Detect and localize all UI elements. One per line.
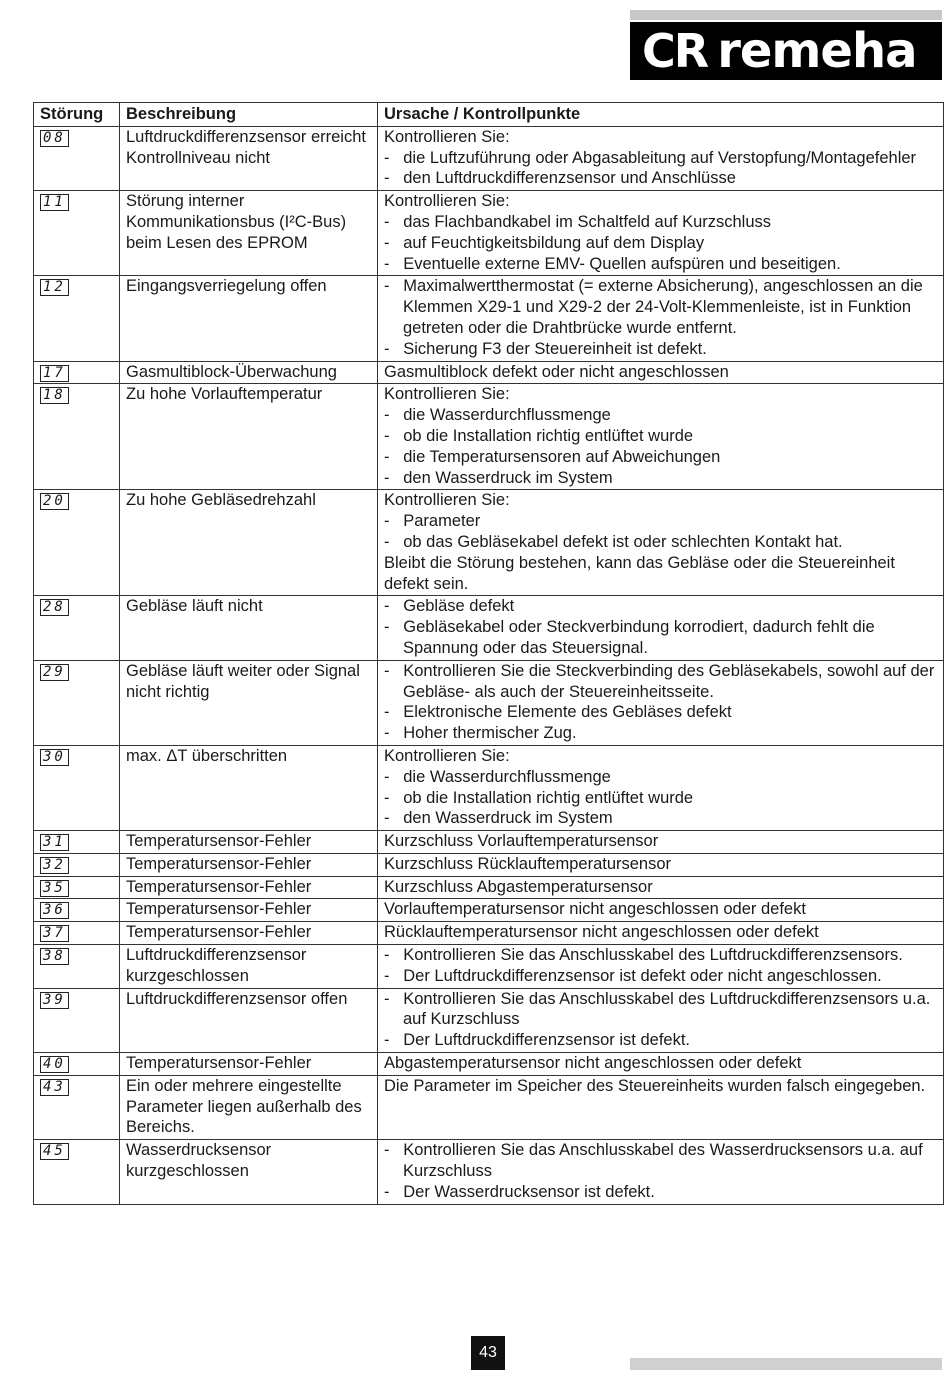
cause-item-text: ob die Installation richtig entlüftet wurde <box>403 788 694 807</box>
cause-item-text: ob die Installation richtig entlüftet wurde <box>403 426 694 445</box>
fault-code-cell <box>34 988 120 1052</box>
cause-item-text: Elektronische Elemente des Gebläses defekt <box>403 703 732 722</box>
table-row <box>34 490 944 596</box>
fault-code-cell <box>34 922 120 945</box>
cause-item-text: Kontrollieren Sie das Anschlusskabel des Wasserdrucksensors u.a. auf Kurzschluss <box>403 1141 923 1181</box>
cause-item: - Parameter <box>384 512 481 531</box>
cause-item-text: Maximalwertthermostat (= externe Absicherung), angeschlossen an die Klemmen X29-1 und X29-2 der 24-Volt-Klemmenleiste, ist in Funktion getreten oder die Drahtbrücke wurde entfernt. <box>403 277 923 337</box>
fault-code-display: 38 <box>40 948 69 965</box>
cause-lead: Kontrollieren Sie: <box>384 491 510 510</box>
fault-cause-cell <box>378 191 944 276</box>
cause-item: - Kontrollieren Sie das Anschlusskabel des Luftdruckdifferenzsensors u.a. auf Kurzschluss <box>384 989 931 1029</box>
table-row <box>34 1075 944 1139</box>
fault-code-cell <box>34 384 120 490</box>
cause-item-text: den Wasserdruck im System <box>403 468 613 487</box>
cause-item: - Gebläsekabel oder Steckverbindung korrodiert, dadurch fehlt die Spannung oder das Steuersignal. <box>384 618 875 657</box>
cause-item-text: Sicherung F3 der Steuereinheit ist defekt. <box>403 339 707 358</box>
cause-item-text: die Temperatursensoren auf Abweichungen <box>403 447 721 466</box>
fault-code-cell <box>34 945 120 989</box>
cause-item: - auf Feuchtigkeitsbildung auf dem Display <box>384 233 705 252</box>
cause-item: - Gebläse defekt <box>384 597 515 616</box>
cause-item-text: auf Feuchtigkeitsbildung auf dem Display <box>403 233 705 252</box>
table-row <box>34 945 944 989</box>
fault-cause-cell <box>378 1075 944 1139</box>
cause-item: - Hoher thermischer Zug. <box>384 724 577 743</box>
cause-item: - Der Luftdruckdifferenzsensor ist defekt oder nicht angeschlossen. <box>384 966 882 985</box>
fault-description: Wasserdrucksensor kurzgeschlossen <box>120 1140 378 1204</box>
header-description: Beschreibung <box>120 103 378 127</box>
fault-cause-cell <box>378 945 944 989</box>
cause-item: - ob die Installation richtig entlüftet wurde <box>384 426 694 445</box>
fault-code-display: 11 <box>40 194 69 211</box>
fault-description: Eingangsverriegelung offen <box>120 276 378 361</box>
cause-item-text: den Luftdruckdifferenzsensor und Anschlüsse <box>403 169 736 188</box>
cause-lead: Kurzschluss Abgastemperatursensor <box>384 877 653 896</box>
cause-lead: Die Parameter im Speicher des Steuereinheits wurden falsch eingegeben. <box>384 1076 926 1095</box>
cause-item: - die Wasserdurchflussmenge <box>384 767 611 786</box>
fault-code-cell <box>34 276 120 361</box>
cause-item: - Sicherung F3 der Steuereinheit ist defekt. <box>384 339 707 358</box>
fault-description: Gasmultiblock-Überwachung <box>120 361 378 384</box>
cause-item-text: Der Luftdruckdifferenzsensor ist defekt oder nicht angeschlossen. <box>403 966 882 985</box>
cause-lead: Kontrollieren Sie: <box>384 746 510 765</box>
cause-item: - Kontrollieren Sie das Anschlusskabel des Luftdruckdifferenzsensors. <box>384 946 903 965</box>
logo-text: remeha <box>717 23 917 79</box>
cause-lead: Gasmultiblock defekt oder nicht angeschlossen <box>384 362 729 381</box>
table-header-row <box>34 103 944 127</box>
cause-item-text: das Flachbandkabel im Schaltfeld auf Kurzschluss <box>403 212 772 231</box>
fault-description: Temperatursensor-Fehler <box>120 899 378 922</box>
fault-code-cell <box>34 1075 120 1139</box>
cause-item: - die Temperatursensoren auf Abweichungen <box>384 447 721 466</box>
fault-description: Gebläse läuft weiter oder Signal nicht richtig <box>120 660 378 745</box>
fault-description: Zu hohe Vorlauftemperatur <box>120 384 378 490</box>
fault-code-cell <box>34 596 120 660</box>
cause-item-text: die Wasserdurchflussmenge <box>403 406 611 425</box>
fault-cause-cell <box>378 899 944 922</box>
fault-code-display: 32 <box>40 857 69 874</box>
cause-item-text: Kontrollieren Sie das Anschlusskabel des Luftdruckdifferenzsensors u.a. auf Kurzschluss <box>403 989 931 1029</box>
cause-item-text: Der Wasserdrucksensor ist defekt. <box>403 1182 655 1201</box>
fault-code-display: 43 <box>40 1079 69 1096</box>
table-row <box>34 745 944 830</box>
cause-item-text: Hoher thermischer Zug. <box>403 724 577 743</box>
fault-code-cell <box>34 660 120 745</box>
fault-cause-cell <box>378 490 944 596</box>
header-fault: Störung <box>34 103 120 127</box>
fault-table <box>33 102 944 1205</box>
cause-lead: Kontrollieren Sie: <box>384 385 510 404</box>
cause-item: - Eventuelle externe EMV- Quellen aufspüren und beseitigen. <box>384 254 841 273</box>
cause-item-text: Eventuelle externe EMV- Quellen aufspüren und beseitigen. <box>403 254 841 273</box>
cause-item: - das Flachbandkabel im Schaltfeld auf Kurzschluss <box>384 212 772 231</box>
cause-item: - den Wasserdruck im System <box>384 468 613 487</box>
table-row <box>34 876 944 899</box>
fault-cause-cell <box>378 831 944 854</box>
table-row <box>34 191 944 276</box>
cause-item: - Der Luftdruckdifferenzsensor ist defekt. <box>384 1031 691 1050</box>
cause-lead: Abgastemperatursensor nicht angeschlossen oder defekt <box>384 1054 802 1073</box>
fault-code-display: 35 <box>40 880 69 897</box>
fault-description: Gebläse läuft nicht <box>120 596 378 660</box>
cause-item: - die Luftzuführung oder Abgasableitung auf Verstopfung/Montagefehler <box>384 148 917 167</box>
fault-description: Temperatursensor-Fehler <box>120 1053 378 1076</box>
fault-description: Temperatursensor-Fehler <box>120 922 378 945</box>
cause-lead: Rücklauftemperatursensor nicht angeschlossen oder defekt <box>384 923 819 942</box>
fault-code-display: 36 <box>40 902 69 919</box>
cause-lead: Kontrollieren Sie: <box>384 127 510 146</box>
fault-code-cell <box>34 126 120 190</box>
cause-lead: Kontrollieren Sie: <box>384 192 510 211</box>
fault-table-body <box>34 126 944 1204</box>
table-row <box>34 899 944 922</box>
table-row <box>34 988 944 1052</box>
cause-item: - ob die Installation richtig entlüftet wurde <box>384 788 694 807</box>
fault-code-display: 17 <box>40 365 69 382</box>
fault-cause-cell <box>378 988 944 1052</box>
fault-cause-cell <box>378 1140 944 1204</box>
fault-cause-cell <box>378 745 944 830</box>
fault-code-cell <box>34 361 120 384</box>
header-decor-bar <box>630 10 942 20</box>
fault-cause-cell <box>378 596 944 660</box>
cause-item-text: die Luftzuführung oder Abgasableitung auf Verstopfung/Montagefehler <box>403 148 917 167</box>
fault-description: Ein oder mehrere eingestellte Parameter liegen außerhalb des Bereichs. <box>120 1075 378 1139</box>
fault-description: Störung interner Kommunikationsbus (I²C-Bus) beim Lesen des EPROM <box>120 191 378 276</box>
fault-description: max. ΔT überschritten <box>120 745 378 830</box>
cause-item: - den Luftdruckdifferenzsensor und Anschlüsse <box>384 169 736 188</box>
table-row <box>34 126 944 190</box>
fault-code-display: 45 <box>40 1143 69 1160</box>
fault-cause-cell <box>378 276 944 361</box>
table-row <box>34 276 944 361</box>
fault-code-display: 39 <box>40 992 69 1009</box>
footer-decor-bar <box>630 1358 942 1370</box>
fault-code-cell <box>34 490 120 596</box>
fault-code-display: 12 <box>40 279 69 296</box>
cause-item-text: Parameter <box>403 512 481 531</box>
page-number: 43 <box>471 1336 505 1370</box>
table-row <box>34 831 944 854</box>
cause-item: - Kontrollieren Sie das Anschlusskabel des Wasserdrucksensors u.a. auf Kurzschluss <box>384 1141 923 1181</box>
fault-code-display: 18 <box>40 387 69 404</box>
cause-note: Bleibt die Störung bestehen, kann das Gebläse oder die Steuereinheit defekt sein. <box>384 553 895 593</box>
cause-lead: Vorlauftemperatursensor nicht angeschlossen oder defekt <box>384 900 806 919</box>
fault-description: Luftdruckdifferenzsensor kurzgeschlossen <box>120 945 378 989</box>
fault-code-cell <box>34 899 120 922</box>
fault-cause-cell <box>378 361 944 384</box>
fault-description: Luftdruckdifferenzsensor erreicht Kontrollniveau nicht <box>120 126 378 190</box>
cause-lead: Kurzschluss Vorlauftemperatursensor <box>384 832 659 851</box>
cause-item-text: die Wasserdurchflussmenge <box>403 767 611 786</box>
fault-code-cell <box>34 191 120 276</box>
fault-cause-cell <box>378 876 944 899</box>
table-row <box>34 660 944 745</box>
cause-item-text: den Wasserdruck im System <box>403 809 613 828</box>
cause-item: - ob das Gebläsekabel defekt ist oder schlechten Kontakt hat. <box>384 532 843 551</box>
table-row <box>34 1053 944 1076</box>
cause-item: - Elektronische Elemente des Gebläses defekt <box>384 703 732 722</box>
header-cause: Ursache / Kontrollpunkte <box>378 103 944 127</box>
cause-item-text: Der Luftdruckdifferenzsensor ist defekt. <box>403 1031 691 1050</box>
fault-code-cell <box>34 745 120 830</box>
cause-item-text: Kontrollieren Sie die Steckverbinding des Gebläsekabels, sowohl auf der Gebläse- als auch der Steuereinheitsseite. <box>403 661 935 701</box>
table-row <box>34 853 944 876</box>
cause-item: - Der Wasserdrucksensor ist defekt. <box>384 1182 655 1201</box>
fault-code-cell <box>34 1053 120 1076</box>
fault-code-display: 29 <box>40 664 69 681</box>
cause-item-text: Gebläsekabel oder Steckverbindung korrodiert, dadurch fehlt die Spannung oder das Steuersignal. <box>403 618 875 657</box>
fault-description: Luftdruckdifferenzsensor offen <box>120 988 378 1052</box>
cause-item: - den Wasserdruck im System <box>384 809 613 828</box>
fault-cause-cell <box>378 660 944 745</box>
fault-code-cell <box>34 1140 120 1204</box>
fault-description: Temperatursensor-Fehler <box>120 876 378 899</box>
cause-lead: Kurzschluss Rücklauftemperatursensor <box>384 854 672 873</box>
fault-code-display: 20 <box>40 493 69 510</box>
cause-item-text: ob das Gebläsekabel defekt ist oder schlechten Kontakt hat. <box>403 532 843 551</box>
fault-cause-cell <box>378 853 944 876</box>
cause-item-text: Kontrollieren Sie das Anschlusskabel des Luftdruckdifferenzsensors. <box>403 946 903 965</box>
cause-item: - Maximalwertthermostat (= externe Absicherung), angeschlossen an die Klemmen X29-1 und X29-2 der 24-Volt-Klemmenleiste, ist in Funktion getreten oder die Drahtbrücke wurde entfernt. <box>384 277 923 337</box>
fault-cause-cell <box>378 384 944 490</box>
fault-code-cell <box>34 831 120 854</box>
fault-description: Temperatursensor-Fehler <box>120 853 378 876</box>
fault-description: Zu hohe Gebläsedrehzahl <box>120 490 378 596</box>
cause-item: - die Wasserdurchflussmenge <box>384 406 611 425</box>
fault-description: Temperatursensor-Fehler <box>120 831 378 854</box>
table-row <box>34 361 944 384</box>
table-row <box>34 384 944 490</box>
fault-cause-cell <box>378 1053 944 1076</box>
fault-code-display: 37 <box>40 925 69 942</box>
fault-code-display: 08 <box>40 130 69 147</box>
fault-code-display: 28 <box>40 599 69 616</box>
fault-code-display: 40 <box>40 1056 69 1073</box>
table-row <box>34 596 944 660</box>
cause-item: - Kontrollieren Sie die Steckverbinding des Gebläsekabels, sowohl auf der Gebläse- als auch der Steuereinheitsseite. <box>384 661 935 701</box>
fault-cause-cell <box>378 922 944 945</box>
fault-code-display: 30 <box>40 749 69 766</box>
fault-cause-cell <box>378 126 944 190</box>
remeha-logo <box>630 22 942 80</box>
fault-code-cell <box>34 876 120 899</box>
fault-code-display: 31 <box>40 834 69 851</box>
table-row <box>34 1140 944 1204</box>
logo-mark: CR <box>642 24 708 78</box>
fault-code-cell <box>34 853 120 876</box>
table-row <box>34 922 944 945</box>
cause-item-text: Gebläse defekt <box>403 597 515 616</box>
